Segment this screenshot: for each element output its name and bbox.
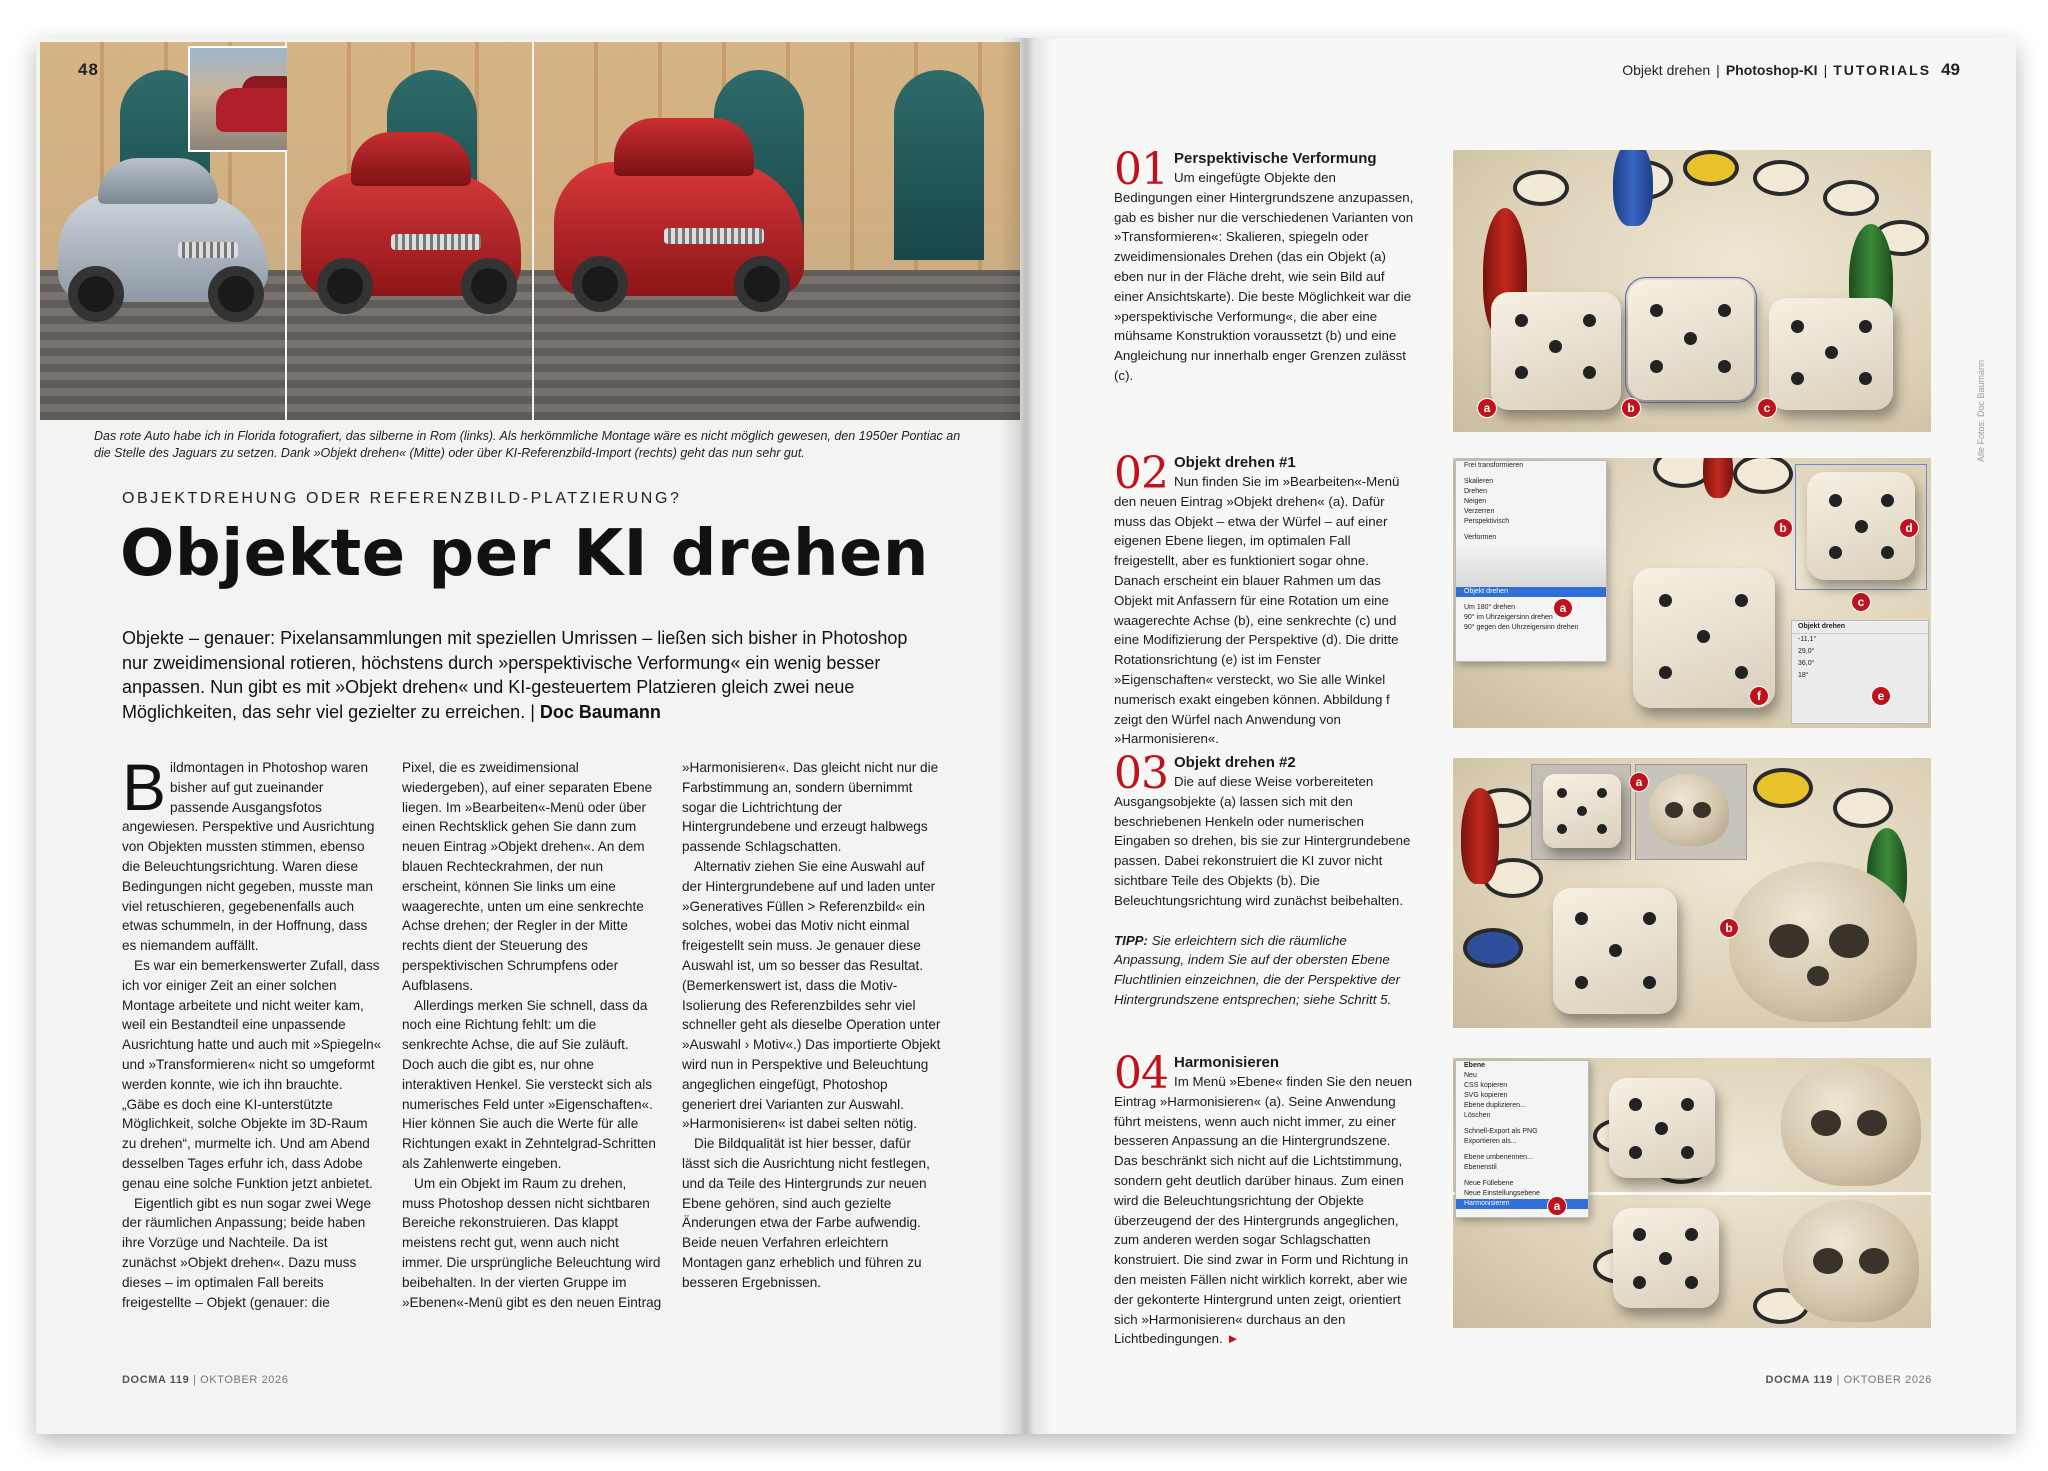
menu-item[interactable]: CSS kopieren [1464,1082,1508,1089]
page-number-right: 49 [1941,60,1960,79]
menu-item[interactable]: 90° gegen den Uhrzeigersinn drehen [1464,624,1579,631]
body-paragraph: »Harmonisieren«. Das gleicht nicht nur die Farbstimmung an, sondern übernimmt sogar die Lichtrichtung der Hintergrundebene und erzeugt halbwegs passende Schlagschatten. [682,760,939,855]
menu-item[interactable]: Neue Einstellungsebene [1464,1190,1540,1197]
author-name: Doc Baumann [539,701,661,722]
panel-title: Objekt drehen [1792,621,1928,634]
footer-date: OKTOBER 2026 [200,1374,289,1386]
step-text: Im Menü »Ebene« finden Sie den neuen Eintrag »Harmonisieren« (a). Seine Anwendung führt meistens, wenn auch nicht immer, zu einer besseren Anpassung an die Hintergrundszene. Das beschränkt sich nicht auf die Lichtstimmung, sondern geht deutlich darüber hinaus. Zum einen wird die Beleuchtungsrichtung der Objekte überzeugend der des Hintergrunds angeglichen, zum anderen werden sogar Schlagschatten konstruiert. Die sind zwar in Form und Richtung in den meisten Fällen nicht wirklich korrekt, aber wie der gekonterte Hintergrund unten zeigt, orientiert sich »Harmonisieren« durchaus an den Lichtbedingungen. [1114,1074,1413,1347]
body-column-3 [682,758,942,1293]
article-end-mark: ► [1226,1331,1240,1347]
step-number: 04 [1114,1048,1168,1099]
badge-f: f [1749,686,1769,706]
menu-item[interactable]: Neigen [1464,498,1487,505]
photo-credit: Alle Fotos: Doc Baumann [1976,360,1986,463]
body-paragraph: Allerdings merken Sie schnell, dass da noch eine Richtung fehlt: um die senkrechte Achse, die auf Sie zuläuft. Doch auch die gibt es, nur ohne interaktiven Henkel. Sie versteckt sich als numerisches Feld unter »Eigenschaften«. Hier können Sie auch die Werte für alle Richtungen exakt in Zehntelgrad-Schritten als Zahlenwerte eingeben. [402,997,656,1171]
menu-item[interactable]: Schnell-Export als PNG [1464,1128,1538,1135]
badge-a: a [1629,772,1649,792]
drop-cap: B [122,750,167,824]
body-paragraph: Bildmontagen in Photoshop waren bisher auf gut zueinander passende Ausgangsfotos angewiesen. Perspektive und Ausrichtung von Objekten mussten stimmen, ebenso die Beleuchtungsrichtung. Waren diese Bedingungen nicht gegeben, musste man viel retuschieren, gegebenenfalls auch etwas schummeln, in der Hoffnung, dass es niemandem auffällt. [122,750,375,954]
menu-item[interactable]: Skalieren [1464,478,1494,485]
step-02-image [1453,458,1931,728]
body-paragraph: Es war ein bemerkenswerter Zufall, dass ich vor einiger Zeit an einer solchen Montage arbeitete und nicht weiter kam, weil ein Bestandteil eine unpassende Ausrichtung hatte und auch mit »Spiegeln« und »Transformieren« nicht so umgeformt werden konnte, wie ich ihn brauchte. „Gäbe es doch eine KI-unterstützte Möglichkeit, solche Objekte im 3D-Raum zu drehen“, murmelte ich. Und am Abend desselben Tages erfuhr ich, dass Adobe genau eine solche Funktion jetzt anbietet. [122,957,382,1191]
step-01-image [1453,150,1931,432]
menu-item[interactable]: 90° im Uhrzeigersinn drehen [1464,614,1553,621]
running-head-category: TUTORIALS [1833,62,1932,78]
menu-item[interactable]: Frei transformieren [1464,462,1524,469]
badge-a: a [1553,598,1573,618]
step-03-image [1453,758,1931,1028]
running-head: Objekt drehen | Photoshop-KI | TUTORIALS 49 [1622,60,1960,79]
panel-value[interactable]: 18° [1798,672,1809,679]
footer-magazine: DOCMA 119 [1765,1374,1833,1386]
step-title: Objekt drehen #1 [1174,454,1296,471]
badge-a: a [1477,398,1497,418]
running-head-section: Photoshop-KI [1725,62,1818,78]
badge-a: a [1547,1196,1567,1216]
tip-label: TIPP: [1114,932,1148,948]
step-text: Die auf diese Weise vorbereiteten Ausgangsobjekte (a) lassen sich mit den beschriebenen Henkeln oder numerischen Eingaben so drehen, bis sie zur Hintergrundebene passen. Dabei rekonstruiert die KI zuvor nicht sichtbare Teile des Objekts (b). Die Beleuchtungsrichtung wird zunächst beibehalten. [1114,774,1411,908]
badge-c: c [1851,592,1871,612]
badge-b: b [1773,518,1793,538]
hero-photo-strip [40,42,1020,420]
footer-left: DOCMA 119 | OKTOBER 2026 [122,1374,289,1386]
step-03 [1114,748,1414,1010]
hero-photo-red-car-rotated [287,42,532,420]
panel-value[interactable]: 36,0° [1798,660,1815,667]
menu-item[interactable]: Ebene umbenennen... [1464,1154,1533,1161]
left-page [36,38,1020,1434]
menu-item[interactable]: Verformen [1464,534,1497,541]
step-text: Nun finden Sie im »Bearbeiten«-Menü den neuen Eintrag »Objekt drehen« (a). Dafür muss das Objekt – etwa der Würfel – auf einer eigenen Ebene liegen, im optimalen Fall freigestellt, aber es funktioniert sogar ohne. Danach erscheint ein blauer Rahmen um das Objekt mit Anfassern für eine Rotation um eine waagerechte Achse (b), eine senkrechte (c) und eine Modifizierung der Perspektive (d). Die dritte Rotationsrichtung (e) ist im Fenster »Eigenschaften« versteckt, wo Sie alle Winkel numerisch exakt eingeben können. Abbildung f zeigt den Würfel nach Anwendung von »Harmonisieren«. [1114,474,1400,747]
running-head-topic: Objekt drehen [1622,62,1711,78]
menu-item[interactable]: Ebene duplizieren... [1464,1102,1526,1109]
menu-item[interactable]: Um 180° drehen [1464,604,1516,611]
page-number-left: 48 [78,60,99,79]
lead-text: Objekte – genauer: Pixelansammlungen mit speziellen Umrissen – ließen sich bisher in Photoshop nur zweidimensional rotieren, höchstens durch »perspektivische Verformung« ein wenig besser anpassen. Nun gibt es mit »Objekt drehen« und KI-gesteuertem Platzieren gleich zwei neue Möglichkeiten, das sehr viel gezielter zu erreichen. | [122,628,908,722]
hero-caption: Das rote Auto habe ich in Florida fotografiert, das silberne in Rom (links). Als herkömmliche Montage wäre es nicht möglich gewesen, den 1950er Pontiac an die Stelle des Jaguars zu setzen. Dank »Objekt drehen« (Mitte) oder über KI-Referenzbild-Import (rechts) geht das nun sehr gut. [94,429,961,460]
body-column-2 [402,758,662,1312]
menu-item-objekt-drehen[interactable]: Objekt drehen [1456,587,1606,597]
menu-item-harmonisieren[interactable]: Harmonisieren [1456,1199,1588,1209]
article-lead [122,626,912,724]
step-04 [1114,1048,1414,1349]
body-paragraph: Um ein Objekt im Raum zu drehen, muss Photoshop dessen nicht sichtbaren Bereiche rekonstruieren. Das klappt meistens recht gut, wenn auch nicht immer. Die ursprüngliche Beleuchtung wird beibehalten. In der vierten Gruppe im »Ebenen«-Menü gibt es den neuen Eintrag [402,1175,662,1310]
step-01 [1114,144,1414,386]
body-paragraph: Die Bildqualität ist hier besser, dafür lässt sich die Ausrichtung nicht festlegen, und da Teile des Hintergrunds zur neuen Ebene gehören, sind auch gezielte Änderungen etwa der Farbe aufwendig. Beide neuen Verfahren erleichtern Montagen ganz erheblich und führen zu besseren Ergebnissen. [682,1136,930,1290]
menu-item[interactable]: Verzerren [1464,508,1495,515]
article-kicker: OBJEKTDREHUNG ODER REFERENZBILD-PLATZIERUNG? [122,490,682,507]
menu-item[interactable]: Neue Füllebene [1464,1180,1514,1187]
panel-value[interactable]: 29,0° [1798,648,1815,655]
body-paragraph: Alternativ ziehen Sie eine Auswahl auf der Hintergrundebene auf und laden unter »Generatives Füllen > Referenzbild« ein solches, wobei das Motiv nicht einmal freigestellt sein muss. Je genauer diese Auswahl ist, um so besser das Resultat. (Bemerkenswert ist, dass die Motiv-Isolierung des Referenzbildes sehr viel schneller geht als dieselbe Operation unter »Auswahl › Motiv«.) Das importierte Objekt wird nun in Perspektive und Beleuchtung angeglichen eingefügt, Photoshop generiert drei Varianten zur Auswahl. »Harmonisieren« ist dabei selten nötig. [682,858,941,1132]
step-title: Objekt drehen #2 [1174,754,1296,771]
step-number: 02 [1114,448,1168,499]
body-paragraph: Pixel, die es zweidimensional wiedergeben), auf einer separaten Ebene liegen. Im »Bearbeiten«-Menü oder über einen Rechtsklick gehen Sie dann zum neuen Eintrag »Objekt drehen«. An dem blauen Rechteckrahmen, der nun erscheint, können Sie links um eine waagerechte, unten um eine senkrechte Achse drehen; der Regler in der Mitte rechts dient der Steuerung des perspektivischen Schrumpfens oder Aufblasens. [402,760,653,993]
menu-item[interactable]: Ebenenstil [1464,1164,1497,1171]
step-text: Um eingefügte Objekte den Bedingungen einer Hintergrundszene anzupassen, gab es bisher nur die verschiedenen Varianten von »Transformieren«: Skalieren, spiegeln oder zweidimensionales Drehen (das ein Objekt (a) eben nur in der Fläche dreht, wie sein Bild auf einer Ansichtskarte). Die beste Möglichkeit war die »perspektivische Verformung«, die aber eine mühsame Konstruktion voraussetzt (b) und eine Angleichung nur innerhalb enger Grenzen zulässt (c). [1114,170,1414,383]
panel-value[interactable]: -11,1° [1798,636,1817,643]
menu-item[interactable]: Neu [1464,1072,1477,1079]
badge-c: c [1757,398,1777,418]
layer-menu [1455,1060,1589,1218]
spine-gutter [1000,38,1052,1434]
right-page [1032,38,2016,1434]
menu-item[interactable]: SVG kopieren [1464,1092,1508,1099]
magazine-spread [36,38,2016,1434]
menu-item[interactable]: Exportieren als... [1464,1138,1517,1145]
badge-d: d [1899,518,1919,538]
transform-menu [1455,460,1607,662]
body-column-1 [122,750,382,1312]
step-tip [1114,931,1414,1010]
step-number: 01 [1114,144,1168,195]
badge-b: b [1621,398,1641,418]
step-title: Perspektivische Verformung [1174,150,1377,167]
hero-photo-red-car-reference [534,42,1020,420]
menu-item[interactable]: Perspektivisch [1464,518,1510,525]
step-02 [1114,448,1414,749]
footer-magazine: DOCMA 119 [122,1374,190,1386]
menu-item[interactable]: Löschen [1464,1112,1491,1119]
step-number: 03 [1114,748,1168,799]
step-04-image [1453,1058,1931,1328]
menu-title[interactable]: Ebene [1464,1062,1486,1069]
footer-date: OKTOBER 2026 [1843,1374,1932,1386]
properties-panel [1791,620,1929,724]
badge-e: e [1871,686,1891,706]
menu-item[interactable]: Drehen [1464,488,1487,495]
body-paragraph: Eigentlich gibt es nun sogar zwei Wege der räumlichen Anpassung; beide haben ihre Vorzüge und Nachteile. Da ist zunächst »Objekt drehen«. Dazu muss dieses – im optimalen Fall bereits freigestellte – Objekt (genauer: die [122,1195,372,1310]
tip-text: Sie erleichtern sich die räumliche Anpassung, indem Sie auf der obersten Ebene Fluchtlinien einzeichnen, die der Perspektive der Hintergrundszene entsprechen; siehe Schritt 5. [1114,932,1401,1007]
step-title: Harmonisieren [1174,1054,1280,1071]
badge-b: b [1719,918,1739,938]
article-headline: Objekte per KI drehen [120,517,929,591]
footer-right: DOCMA 119 | OKTOBER 2026 [1765,1374,1932,1386]
